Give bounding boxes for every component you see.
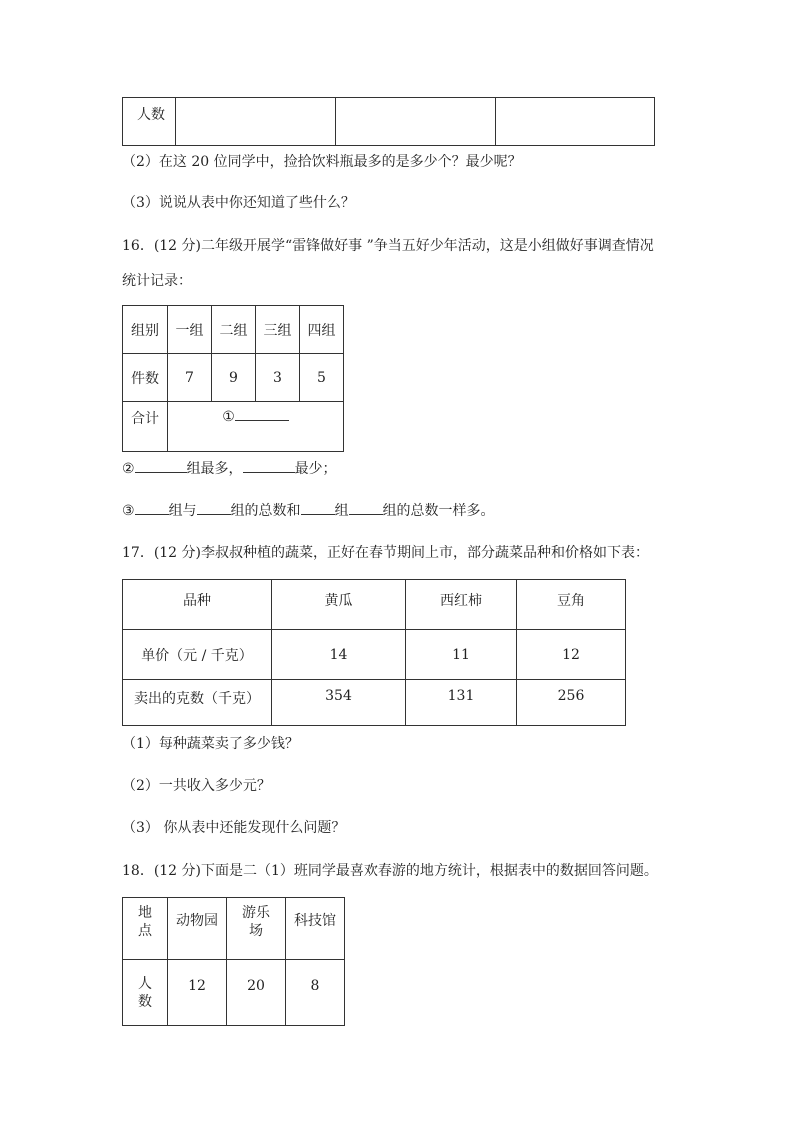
q17-header: 西红柿: [406, 580, 517, 630]
q16-group: 三组: [256, 306, 300, 354]
q18-value: 20: [227, 960, 286, 1026]
q16-group: 四组: [300, 306, 344, 354]
q16-count: 7: [168, 354, 212, 402]
q15-table: [122, 97, 655, 146]
q16-total-label: 合计: [123, 402, 168, 452]
q18-value: 12: [168, 960, 227, 1026]
q17-title: 17．(12 分)李叔叔种植的蔬菜，正好在春节期间上市，部分蔬菜品种和价格如下表：: [122, 545, 650, 561]
q17-row2-label: 卖出的克数（千克）: [123, 680, 272, 726]
q15-question-3: （3）说说从表中你还知道了些什么？: [122, 195, 355, 211]
q15-cell-2: [336, 98, 496, 146]
blank-6[interactable]: [301, 502, 335, 515]
q16-fill-2: ② 组最多， 最少；: [122, 461, 337, 477]
q17-question-3: （3） 你从表中还能发现什么问题？: [122, 820, 346, 836]
q18-place: 动物园: [168, 898, 227, 960]
q17-header: 黄瓜: [272, 580, 406, 630]
q16-fill-3: ③ 组与 组的总数和 组 组的总数一样多。: [122, 503, 495, 519]
q15-question-2: （2）在这 20 位同学中，捡拾饮料瓶最多的是多少个？最少呢？: [122, 154, 522, 170]
q17-table: [122, 579, 626, 726]
q16-header-label: 组别: [123, 306, 168, 354]
q16-count: 9: [212, 354, 256, 402]
q17-question-2: （2）一共收入多少元？: [122, 778, 271, 794]
q17-price: 11: [406, 630, 517, 680]
blank-1[interactable]: [235, 408, 289, 421]
q18-title: 18．(12 分)下面是二（1）班同学最喜欢春游的地方统计，根据表中的数据回答问题。: [122, 863, 658, 879]
q18-value: 8: [286, 960, 345, 1026]
q15-row-label: 人数: [123, 98, 176, 146]
q17-price: 12: [517, 630, 626, 680]
q16-title-line2: 统计记录：: [122, 273, 192, 289]
q17-sold: 131: [406, 680, 517, 726]
q18-place: 科技馆: [286, 898, 345, 960]
q18-header-label: 地 点: [123, 898, 168, 960]
q17-header: 品种: [123, 580, 272, 630]
q17-row1-label: 单价（元 / 千克）: [123, 630, 272, 680]
q16-row-label: 件数: [123, 354, 168, 402]
q15-cell-1: [176, 98, 336, 146]
q18-row-label: 人 数: [123, 960, 168, 1026]
q17-price: 14: [272, 630, 406, 680]
q16-group: 二组: [212, 306, 256, 354]
q17-question-1: （1）每种蔬菜卖了多少钱？: [122, 736, 299, 752]
blank-2[interactable]: [135, 460, 187, 473]
q18-place: 游乐 场: [227, 898, 286, 960]
blank-5[interactable]: [197, 502, 231, 515]
q15-cell-3: [496, 98, 655, 146]
q16-total-value: ①: [168, 402, 344, 452]
q16-count: 5: [300, 354, 344, 402]
q16-table: [122, 305, 344, 452]
q17-sold: 256: [517, 680, 626, 726]
q16-group: 一组: [168, 306, 212, 354]
q16-count: 3: [256, 354, 300, 402]
q17-header: 豆角: [517, 580, 626, 630]
blank-3[interactable]: [243, 460, 295, 473]
q17-sold: 354: [272, 680, 406, 726]
blank-4[interactable]: [135, 502, 169, 515]
q18-table: [122, 897, 345, 1026]
blank-7[interactable]: [349, 502, 383, 515]
q16-title-line1: 16．(12 分)二年级开展学“雷锋做好事 ”争当五好少年活动，这是小组做好事调查情况: [122, 238, 654, 254]
